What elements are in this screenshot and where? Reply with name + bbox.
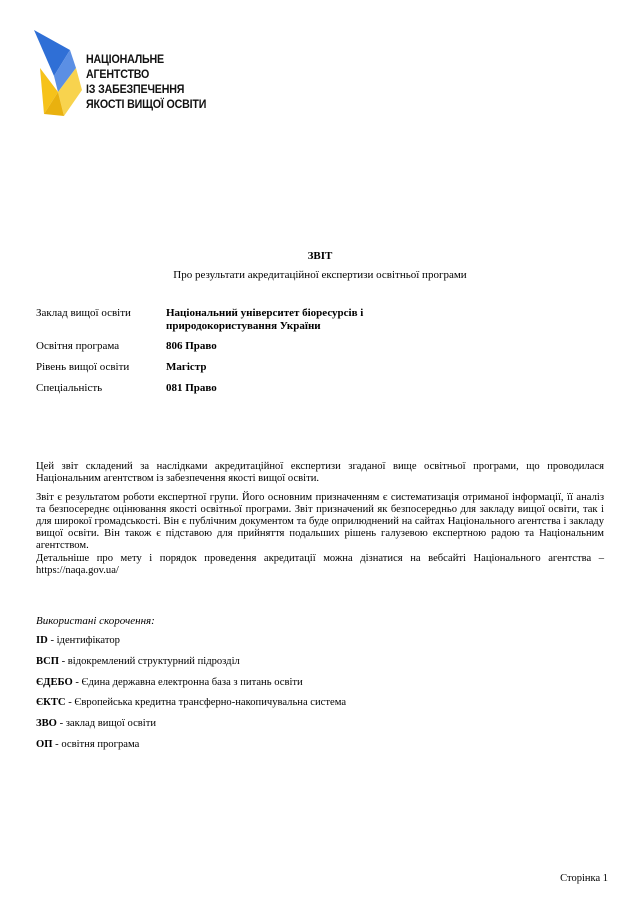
abbreviation-item	[36, 718, 156, 729]
abbreviations-heading: Використані скорочення:	[36, 615, 155, 627]
abbreviation-item	[36, 635, 120, 646]
abbreviation-term: ЄКТС	[36, 697, 66, 708]
paragraph-more-info: Детальніше про мету і порядок проведення акредитації можна дізнатися на вебсайті Національного агентства – https://naqa.gov.ua/	[36, 553, 604, 576]
abbreviation-item	[36, 656, 240, 667]
abbreviation-desc: - відокремлений структурний підрозділ	[61, 656, 240, 667]
info-value-level: Магістр	[166, 361, 207, 373]
abbreviation-term: ОП	[36, 739, 53, 750]
paragraph-purpose: Звіт є результатом роботи експертної групи. Його основним призначенням є систематизація отриманої інформації, її аналіз та безпосереднє оцінювання якості освітньої програми. Звіт призначений як безпосередньо для закладу вищої освіти, так і для широкої громадськості. Він є публічним документом та буде оприлюднений на сайтах Національного агентства і закладу вищої освіти. Він також є підставою для прийняття подальших рішень галузевою експертною радою та Національним агентством.	[36, 492, 604, 551]
abbreviation-term: ID	[36, 635, 48, 646]
report-subtitle: Про результати акредитаційної експертизи освітньої програми	[173, 269, 467, 281]
institution-line-1: Національний університет біоресурсів і	[166, 307, 364, 319]
page-number: Сторінка 1	[560, 873, 608, 884]
abbreviation-item	[36, 697, 346, 708]
info-value-institution	[166, 307, 426, 333]
logo-mark-icon	[30, 28, 86, 120]
abbreviation-term: ЄДЕБО	[36, 677, 73, 688]
logo-line: ЯКОСТІ ВИЩОЇ ОСВІТИ	[86, 97, 207, 111]
paragraph-intro: Цей звіт складений за наслідками акредитаційної експертизи згаданої вище освітньої програми, що проводилася Національним агентством із забезпечення якості вищої освіти.	[36, 461, 604, 484]
abbreviation-desc: - Європейська кредитна трансферно-накопичувальна система	[68, 697, 347, 708]
abbreviation-item	[36, 677, 303, 688]
report-title: ЗВІТ	[307, 250, 333, 262]
logo-text	[86, 52, 206, 112]
info-value-specialty: 081 Право	[166, 382, 217, 394]
agency-logo	[30, 28, 207, 120]
abbreviation-desc: - ідентифікатор	[50, 635, 120, 646]
abbreviation-desc: - Єдина державна електронна база з питань освіти	[75, 677, 303, 688]
abbreviation-item	[36, 739, 139, 750]
institution-line-2: природокористування України	[166, 320, 321, 332]
logo-line: АГЕНТСТВО	[86, 67, 150, 81]
abbreviation-term: ВСП	[36, 656, 59, 667]
abbreviation-term: ЗВО	[36, 718, 57, 729]
logo-line: НАЦІОНАЛЬНЕ	[86, 52, 165, 66]
abbreviation-desc: - освітня програма	[55, 739, 140, 750]
abbreviation-desc: - заклад вищої освіти	[59, 718, 157, 729]
logo-line: ІЗ ЗАБЕЗПЕЧЕННЯ	[86, 82, 185, 96]
info-label: Заклад вищої освіти	[36, 307, 131, 319]
info-label: Рівень вищої освіти	[36, 361, 130, 373]
info-value-program: 806 Право	[166, 340, 217, 352]
info-label: Спеціальність	[36, 382, 103, 394]
info-label: Освітня програма	[36, 340, 120, 352]
